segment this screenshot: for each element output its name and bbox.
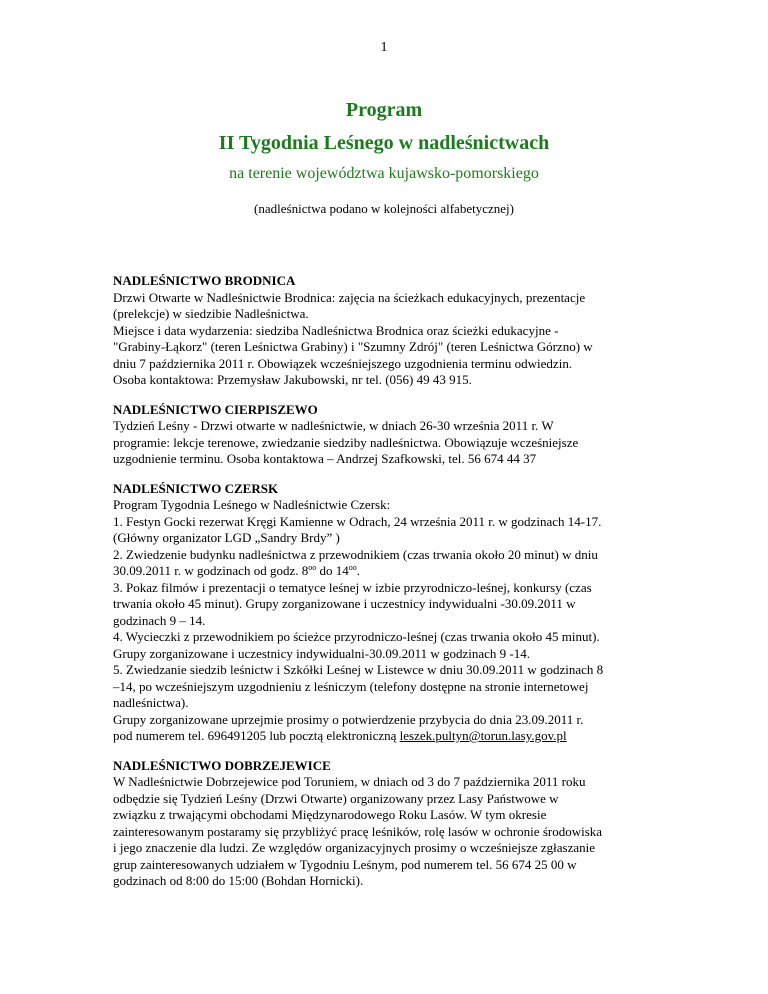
section-title: NADLEŚNICTWO CIERPISZEWO bbox=[113, 401, 318, 417]
text-line: Miejsce i data wydarzenia: siedziba Nadleśnictwa Brodnica oraz ścieżki edukacyjne - bbox=[113, 322, 559, 338]
section-brodnica bbox=[113, 273, 673, 389]
text-fragment: do 14 bbox=[316, 563, 349, 578]
text-line: zainteresowanym postaramy się przybliżyć pracę leśników, rolę lasów w ochronie środowiska bbox=[113, 823, 603, 839]
title-block bbox=[0, 97, 768, 217]
text-line: 5. Zwiedzanie siedzib leśnictw i Szkółki Leśnej w Listewce w dniu 30.09.2011 w godzinach 8 bbox=[113, 662, 604, 677]
superscript: oo bbox=[348, 563, 357, 572]
ordering-note: (nadleśnictwa podano w kolejności alfabetycznej) bbox=[254, 201, 514, 216]
text-line: programie: lekcje terenowe, zwiedzanie siedziby nadleśnictwa. Obowiązuje wcześniejsze bbox=[113, 434, 579, 450]
text-line-with-email bbox=[113, 728, 673, 745]
text-line: dniu 7 października 2011 r. Obowiązek wcześniejszego uzgodnienia terminu odwiedzin. bbox=[113, 355, 573, 371]
text-line: 2. Zwiedzenie budynku nadleśnictwa z przewodnikiem (czas trwania około 20 minut) w dniu bbox=[113, 546, 598, 562]
text-fragment: 30.09.2011 r. w godzinach od godz. 8 bbox=[113, 563, 309, 578]
text-line: godzinach od 8:00 do 15:00 (Bohdan Hornicki). bbox=[113, 873, 364, 888]
text-line: godzinach 9 – 14. bbox=[113, 612, 206, 628]
text-line: i jego znaczenie dla ludzi. Ze względów organizacyjnych prosimy o wcześniejsze zgłaszanie bbox=[113, 840, 596, 855]
section-czersk bbox=[113, 481, 673, 745]
document-title: Program bbox=[345, 99, 423, 121]
text-line: (prelekcje) w siedzibie Nadleśnictwa. bbox=[113, 306, 309, 321]
text-line: (Główny organizator LGD „Sandry Brdy” ) bbox=[113, 530, 340, 545]
text-line: Program Tygodnia Leśnego w Nadleśnictwie Czersk: bbox=[113, 497, 391, 512]
document-subtitle: na terenie województwa kujawsko-pomorskiego bbox=[229, 165, 539, 182]
section-title: NADLEŚNICTWO BRODNICA bbox=[113, 273, 296, 288]
text-line: uzgodnienie terminu. Osoba kontaktowa – Andrzej Szafkowski, tel. 56 674 44 37 bbox=[113, 451, 537, 466]
text-fragment: pod numerem tel. 696491205 lub pocztą elektroniczną bbox=[113, 728, 400, 743]
text-line: nadleśnictwa). bbox=[113, 695, 189, 710]
document-title-line2: II Tygodnia Leśnego w nadleśnictwach bbox=[218, 132, 550, 154]
text-line-with-times bbox=[113, 563, 673, 580]
text-line: odbędzie się Tydzień Leśny (Drzwi Otwarte) organizowany przez Lasy Państwowe w bbox=[113, 790, 559, 806]
page-number: 1 bbox=[380, 40, 388, 55]
text-line: "Grabiny-Łąkorz" (teren Leśnictwa Grabiny) i "Szumny Zdrój" (teren Leśnictwa Górzno) w bbox=[113, 339, 593, 354]
section-title: NADLEŚNICTWO DOBRZEJEWICE bbox=[113, 757, 331, 773]
document-body bbox=[113, 273, 673, 903]
section-cierpiszewo bbox=[113, 402, 673, 468]
text-line: –14, po wcześniejszym uzgodnieniu z leśniczym (telefony dostępne na stronie internetowej bbox=[113, 678, 589, 694]
text-line: trwania około 45 minut). Grupy zorganizowane i uczestnicy indywidualni -30.09.2011 w bbox=[113, 596, 576, 611]
text-line: W Nadleśnictwie Dobrzejewice pod Toruniem, w dniach od 3 do 7 października 2011 roku bbox=[113, 774, 586, 789]
text-line: Osoba kontaktowa: Przemysław Jakubowski, nr tel. (056) 49 43 915. bbox=[113, 372, 472, 387]
text-line: związku z trwającymi obchodami Międzynarodowego Roku Lasów. W tym okresie bbox=[113, 807, 547, 822]
text-line: 4. Wycieczki z przewodnikiem po ścieżce przyrodniczo-leśnej (czas trwania około 45 minut). bbox=[113, 629, 600, 644]
superscript: oo bbox=[308, 563, 317, 572]
text-line: 3. Pokaz filmów i prezentacji o tematyce leśnej w izbie przyrodniczo-leśnej, konkursy (czas bbox=[113, 579, 592, 595]
email-link[interactable]: leszek.pultyn@torun.lasy.gov.pl bbox=[399, 728, 567, 743]
section-dobrzejewice bbox=[113, 758, 673, 890]
text-line: Grupy zorganizowane uprzejmie prosimy o potwierdzenie przybycia do dnia 23.09.2011 r. bbox=[113, 711, 584, 727]
text-line: Tydzień Leśny - Drzwi otwarte w nadleśnictwie, w dniach 26-30 września 2011 r. W bbox=[113, 418, 554, 433]
text-line: 1. Festyn Gocki rezerwat Kręgi Kamienne w Odrach, 24 września 2011 r. w godzinach 14-17. bbox=[113, 513, 602, 529]
text-line: grup zainteresowanych udziałem w Tygodniu Leśnym, pod numerem tel. 56 674 25 00 w bbox=[113, 856, 577, 872]
text-line: Grupy zorganizowane i uczestnicy indywidualni-30.09.2011 w godzinach 9 -14. bbox=[113, 645, 530, 661]
text-line: Drzwi Otwarte w Nadleśnictwie Brodnica: zajęcia na ścieżkach edukacyjnych, prezentacje bbox=[113, 289, 586, 305]
text-fragment: . bbox=[356, 563, 360, 578]
section-title: NADLEŚNICTWO CZERSK bbox=[113, 480, 279, 496]
